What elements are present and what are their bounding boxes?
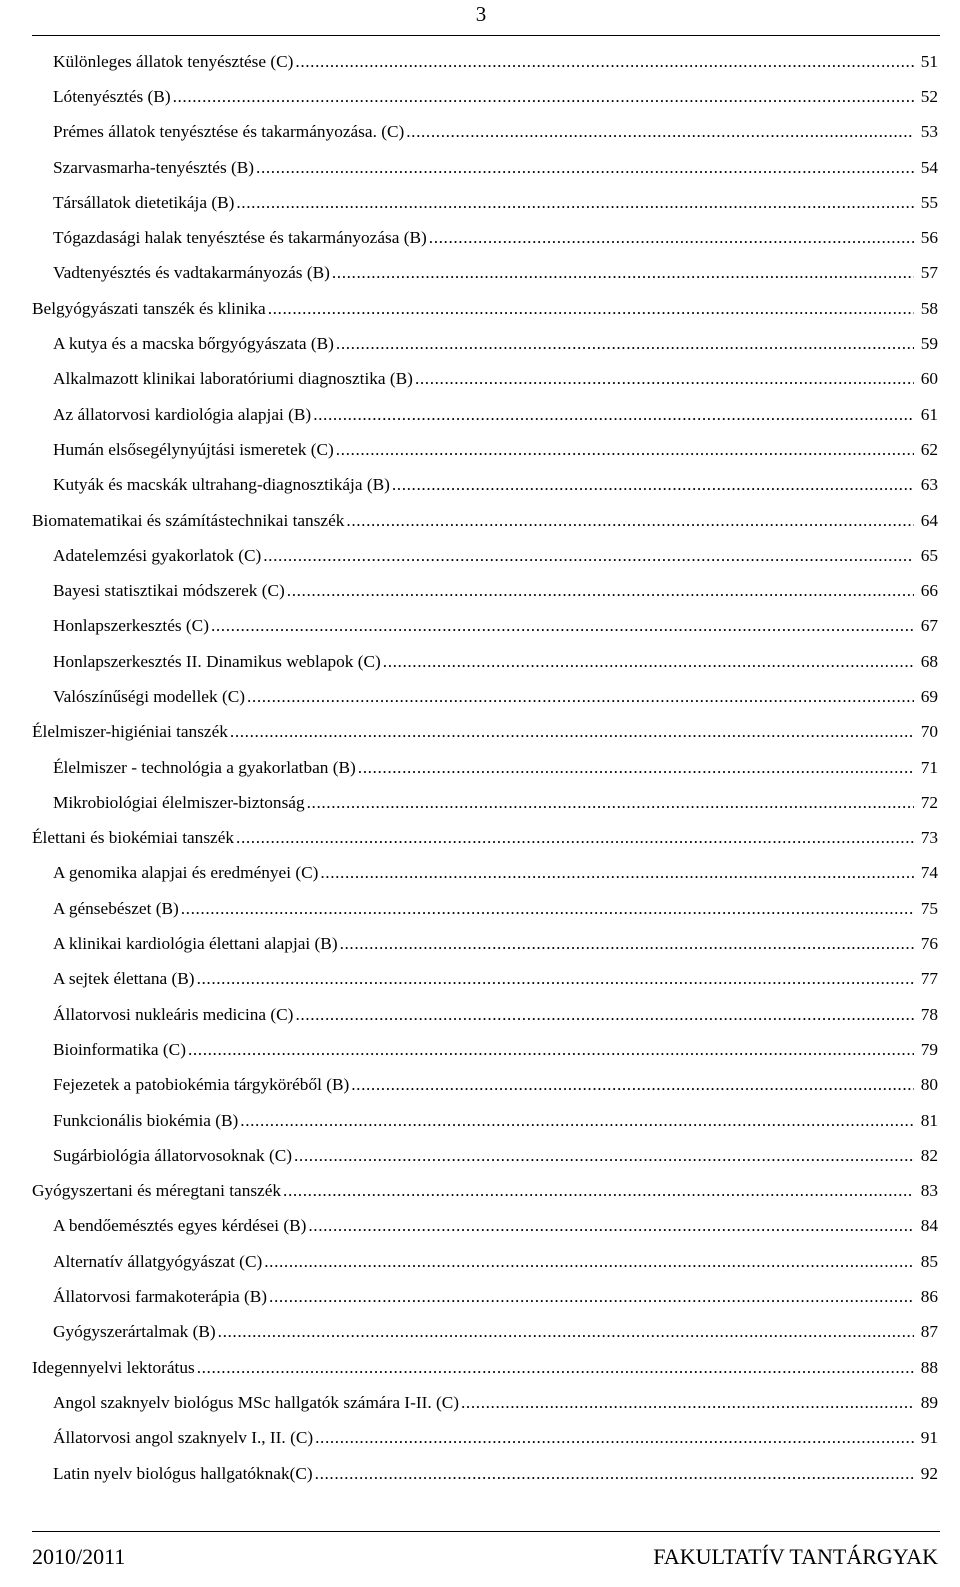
toc-entry-page: 74 (920, 863, 938, 883)
toc-dot-leader (320, 863, 914, 883)
toc-subsection-entry[interactable] (32, 891, 938, 926)
toc-subsection-entry[interactable] (32, 220, 938, 255)
toc-entry-page: 83 (920, 1181, 938, 1201)
toc-entry-title: Alternatív állatgyógyászat (C) (53, 1251, 263, 1271)
toc-dot-leader (287, 581, 914, 601)
toc-dot-leader (346, 511, 914, 531)
toc-entry-title: Vadtenyésztés és vadtakarmányozás (B) (53, 263, 330, 283)
toc-entry-title: A bendőemésztés egyes kérdései (B) (53, 1216, 307, 1236)
toc-entry-title: Funkcionális biokémia (B) (53, 1110, 239, 1130)
toc-entry-title: Adatelemzési gyakorlatok (C) (53, 545, 262, 565)
toc-entry-page: 84 (920, 1216, 938, 1236)
toc-subsection-entry[interactable] (32, 79, 938, 114)
toc-subsection-entry[interactable] (32, 926, 938, 961)
toc-entry-page: 54 (920, 157, 938, 177)
toc-entry-page: 68 (920, 651, 938, 671)
toc-entry-title: Állatorvosi angol szaknyelv I., II. (C) (53, 1428, 314, 1448)
toc-entry-page: 73 (920, 828, 938, 848)
toc-dot-leader (392, 475, 914, 495)
toc-subsection-entry[interactable] (32, 1279, 938, 1314)
toc-entry-title: Az állatorvosi kardiológia alapjai (B) (53, 404, 312, 424)
toc-entry-page: 51 (920, 51, 938, 71)
footer-rule (32, 1531, 940, 1532)
toc-subsection-entry[interactable] (32, 856, 938, 891)
toc-entry-page: 86 (920, 1287, 938, 1307)
toc-entry-title: Állatorvosi farmakoterápia (B) (53, 1287, 268, 1307)
toc-dot-leader (263, 546, 914, 566)
toc-entry-title: A genomika alapjai és eredményei (C) (53, 863, 319, 883)
toc-dot-leader (332, 263, 914, 283)
toc-subsection-entry[interactable] (32, 1032, 938, 1067)
header-rule (32, 35, 940, 36)
toc-subsection-entry[interactable] (32, 1103, 938, 1138)
toc-entry-title: Szarvasmarha-tenyésztés (B) (53, 157, 255, 177)
toc-entry-page: 89 (920, 1392, 938, 1412)
toc-entry-page: 88 (920, 1357, 938, 1377)
toc-entry-page: 81 (920, 1110, 938, 1130)
toc-subsection-entry[interactable] (32, 1385, 938, 1420)
toc-entry-title: Állatorvosi nukleáris medicina (C) (53, 1004, 294, 1024)
toc-entry-page: 61 (920, 404, 938, 424)
toc-entry-page: 92 (920, 1463, 938, 1483)
toc-section-entry[interactable] (32, 291, 938, 326)
toc-dot-leader (429, 228, 914, 248)
toc-dot-leader (230, 722, 914, 742)
toc-dot-leader (247, 687, 914, 707)
toc-section-entry[interactable] (32, 1174, 938, 1209)
toc-dot-leader (295, 52, 914, 72)
toc-dot-leader (236, 828, 914, 848)
toc-entry-title: Sugárbiológia állatorvosoknak (C) (53, 1145, 293, 1165)
toc-section-entry[interactable] (32, 821, 938, 856)
footer-year: 2010/2011 (32, 1544, 126, 1569)
toc-dot-leader (307, 793, 914, 813)
toc-entry-page: 76 (920, 934, 938, 954)
toc-entry-page: 59 (920, 334, 938, 354)
toc-entry-title: Mikrobiológiai élelmiszer-biztonság (53, 792, 305, 812)
toc-entry-page: 69 (920, 686, 938, 706)
toc-dot-leader (173, 87, 914, 107)
toc-dot-leader (336, 334, 914, 354)
toc-entry-title: Honlapszerkesztés II. Dinamikus weblapok (C) (53, 651, 381, 671)
toc-entry-page: 77 (920, 969, 938, 989)
toc-subsection-entry[interactable] (32, 644, 938, 679)
footer-category: FAKULTATÍV TANTÁRGYAK (653, 1544, 938, 1569)
toc-dot-leader (315, 1428, 914, 1448)
toc-dot-leader (283, 1181, 914, 1201)
toc-entry-page: 63 (920, 475, 938, 495)
toc-subsection-entry[interactable] (32, 538, 938, 573)
toc-dot-leader (315, 1464, 914, 1484)
toc-dot-leader (358, 758, 914, 778)
toc-entry-page: 58 (920, 298, 938, 318)
toc-dot-leader (295, 1005, 914, 1025)
toc-subsection-entry[interactable] (32, 679, 938, 714)
toc-dot-leader (236, 193, 914, 213)
toc-entry-page: 65 (920, 545, 938, 565)
toc-entry-page: 85 (920, 1251, 938, 1271)
toc-entry-title: A klinikai kardiológia élettani alapjai (B) (53, 934, 338, 954)
toc-dot-leader (383, 652, 914, 672)
toc-entry-page: 78 (920, 1004, 938, 1024)
toc-dot-leader (197, 969, 914, 989)
toc-entry-title: Valószínűségi modellek (C) (53, 686, 245, 706)
toc-subsection-entry[interactable] (32, 609, 938, 644)
toc-entry-page: 79 (920, 1039, 938, 1059)
toc-dot-leader (240, 1111, 914, 1131)
toc-subsection-entry[interactable] (32, 962, 938, 997)
toc-section-entry[interactable] (32, 503, 938, 538)
toc-entry-title: Fejezetek a patobiokémia tárgyköréből (B) (53, 1075, 350, 1095)
table-of-contents (32, 44, 938, 1491)
toc-subsection-entry[interactable] (32, 1421, 938, 1456)
toc-dot-leader (188, 1040, 914, 1060)
toc-section-entry[interactable] (32, 715, 938, 750)
toc-entry-title: Különleges állatok tenyésztése (C) (53, 51, 294, 71)
toc-entry-title: Angol szaknyelv biológus MSc hallgatók számára I-II. (C) (53, 1392, 460, 1412)
toc-entry-page: 82 (920, 1145, 938, 1165)
toc-entry-title: Élettani és biokémiai tanszék (32, 828, 235, 848)
toc-entry-title: Bayesi statisztikai módszerek (C) (53, 581, 285, 601)
toc-entry-page: 55 (920, 192, 938, 212)
toc-dot-leader (406, 122, 914, 142)
toc-subsection-entry[interactable] (32, 997, 938, 1032)
toc-dot-leader (197, 1358, 914, 1378)
toc-dot-leader (218, 1322, 914, 1342)
toc-entry-page: 56 (920, 228, 938, 248)
toc-subsection-entry[interactable] (32, 785, 938, 820)
toc-entry-page: 67 (920, 616, 938, 636)
toc-entry-page: 91 (920, 1428, 938, 1448)
toc-entry-title: Bioinformatika (C) (53, 1039, 186, 1059)
toc-entry-title: Lótenyésztés (B) (53, 86, 171, 106)
toc-entry-page: 60 (920, 369, 938, 389)
toc-entry-title: Társállatok dietetikája (B) (53, 192, 235, 212)
toc-subsection-entry[interactable] (32, 1315, 938, 1350)
toc-entry-title: Idegennyelvi lektorátus (32, 1357, 195, 1377)
toc-subsection-entry[interactable] (32, 44, 938, 79)
toc-entry-page: 72 (920, 792, 938, 812)
toc-entry-title: Kutyák és macskák ultrahang-diagnosztikája (B) (53, 475, 390, 495)
toc-subsection-entry[interactable] (32, 1456, 938, 1491)
toc-subsection-entry[interactable] (32, 1209, 938, 1244)
toc-entry-title: Gyógyszerártalmak (B) (53, 1322, 216, 1342)
toc-entry-title: Belgyógyászati tanszék és klinika (32, 298, 266, 318)
toc-entry-page: 75 (920, 898, 938, 918)
toc-entry-page: 66 (920, 581, 938, 601)
toc-entry-page: 80 (920, 1075, 938, 1095)
toc-dot-leader (256, 158, 914, 178)
toc-entry-title: Humán elsősegélynyújtási ismeretek (C) (53, 439, 334, 459)
toc-entry-title: Tógazdasági halak tenyésztése és takarmányozása (B) (53, 228, 427, 248)
toc-entry-page: 52 (920, 86, 938, 106)
toc-entry-title: Alkalmazott klinikai laboratóriumi diagnosztika (B) (53, 369, 413, 389)
toc-entry-title: Élelmiszer-higiéniai tanszék (32, 722, 228, 742)
toc-entry-title: Gyógyszertani és méregtani tanszék (32, 1181, 282, 1201)
toc-subsection-entry[interactable] (32, 750, 938, 785)
page-number: 3 (475, 2, 487, 26)
toc-dot-leader (264, 1252, 914, 1272)
toc-entry-title: Biomatematikai és számítástechnikai tanszék (32, 510, 345, 530)
toc-entry-page: 62 (920, 439, 938, 459)
toc-subsection-entry[interactable] (32, 1244, 938, 1279)
toc-entry-page: 57 (920, 263, 938, 283)
toc-dot-leader (336, 440, 914, 460)
toc-entry-title: Élelmiszer - technológia a gyakorlatban (B) (53, 757, 356, 777)
toc-dot-leader (211, 616, 914, 636)
toc-dot-leader (268, 299, 914, 319)
toc-entry-page: 87 (920, 1322, 938, 1342)
toc-subsection-entry[interactable] (32, 1138, 938, 1173)
toc-entry-page: 64 (920, 510, 938, 530)
toc-subsection-entry[interactable] (32, 115, 938, 150)
toc-subsection-entry[interactable] (32, 397, 938, 432)
toc-dot-leader (340, 934, 914, 954)
toc-subsection-entry[interactable] (32, 573, 938, 608)
toc-entry-title: Prémes állatok tenyésztése és takarmányozása. (C) (53, 122, 405, 142)
toc-dot-leader (269, 1287, 914, 1307)
toc-subsection-entry[interactable] (32, 468, 938, 503)
toc-entry-page: 70 (920, 722, 938, 742)
toc-subsection-entry[interactable] (32, 256, 938, 291)
toc-dot-leader (415, 369, 914, 389)
toc-subsection-entry[interactable] (32, 362, 938, 397)
toc-subsection-entry[interactable] (32, 185, 938, 220)
toc-dot-leader (313, 405, 914, 425)
toc-entry-title: A génsebészet (B) (53, 898, 179, 918)
toc-dot-leader (308, 1216, 914, 1236)
toc-entry-page: 71 (920, 757, 938, 777)
toc-dot-leader (351, 1075, 914, 1095)
toc-section-entry[interactable] (32, 1350, 938, 1385)
toc-entry-title: A kutya és a macska bőrgyógyászata (B) (53, 334, 334, 354)
toc-subsection-entry[interactable] (32, 150, 938, 185)
toc-subsection-entry[interactable] (32, 1068, 938, 1103)
toc-dot-leader (294, 1146, 914, 1166)
toc-entry-title: Latin nyelv biológus hallgatóknak(C) (53, 1463, 313, 1483)
toc-dot-leader (181, 899, 914, 919)
toc-entry-title: A sejtek élettana (B) (53, 969, 195, 989)
toc-subsection-entry[interactable] (32, 432, 938, 467)
toc-entry-title: Honlapszerkesztés (C) (53, 616, 209, 636)
toc-entry-page: 53 (920, 122, 938, 142)
toc-dot-leader (461, 1393, 914, 1413)
toc-subsection-entry[interactable] (32, 326, 938, 361)
